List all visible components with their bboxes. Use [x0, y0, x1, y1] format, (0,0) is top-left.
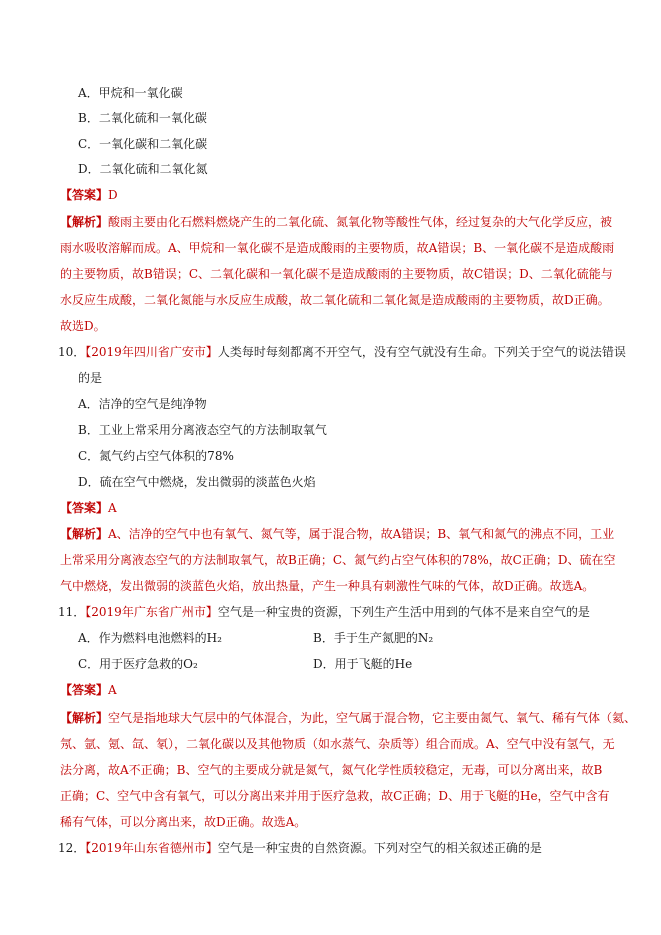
- question-text: 人类每时每刻都离不开空气，没有空气就没有生命。下列关于空气的说法错误: [217, 345, 626, 359]
- q9-option-c: C．一氧化碳和二氧化碳: [78, 137, 208, 151]
- q10-analysis-line: [0, 526, 661, 542]
- q11-analysis-line: 氖、氩、氪、氙、氡），二氧化碳以及其他物质（如水蒸气、杂质等）组合而成。A、空气中没有氢气，无: [60, 737, 615, 751]
- q11-analysis-line: [0, 710, 661, 726]
- question-number: 10．: [58, 345, 86, 359]
- q11-option-c: C．用于医疗急救的O₂: [78, 657, 198, 671]
- q9-analysis-line: 雨水吸收溶解而成。A、甲烷和一氧化碳不是造成酸雨的主要物质，故A错误；B、一氧化碳不是造成酸雨: [60, 241, 615, 255]
- question-text: 空气是一种宝贵的自然资源。下列对空气的相关叙述正确的是: [217, 841, 542, 855]
- q11-answer: [0, 682, 661, 698]
- answer-value: D: [108, 188, 118, 202]
- q11-analysis-line: 法分离，故A不正确；B、空气的主要成分就是氮气，氮气化学性质较稳定，无毒，可以分离出来，故B: [60, 763, 603, 777]
- analysis-text: A、洁净的空气中也有氧气、氮气等，属于混合物，故A错误；B、氧气和氮气的沸点不同，工业: [108, 527, 615, 541]
- q11-options-row-1: [0, 630, 661, 646]
- analysis-tag: 【解析】: [60, 215, 109, 229]
- question-text: 空气是一种宝贵的资源，下列生产生活中用到的气体不是来自空气的是: [217, 605, 590, 619]
- q9-option-d: D．二氧化硫和二氧化氮: [78, 162, 208, 176]
- q11-option-a: A．作为燃料电池燃料的H₂: [78, 631, 222, 645]
- q10-option-b: B．工业上常采用分离液态空气的方法制取氧气: [78, 423, 327, 437]
- analysis-tag: 【解析】: [60, 711, 109, 725]
- question-source: 【2019年山东省德州市】: [85, 841, 218, 855]
- q11-analysis-line: 稀有气体，可以分离出来，故D正确。故选A。: [60, 815, 307, 829]
- answer-value: A: [108, 501, 117, 515]
- analysis-text: 空气是指地球大气层中的气体混合，为此，空气属于混合物，它主要由氮气、氧气、稀有气体（氦、: [108, 711, 637, 725]
- answer-tag: 【答案】: [60, 501, 109, 515]
- q9-analysis-line: 故选D。: [60, 319, 106, 333]
- q9-analysis-line: [0, 214, 661, 230]
- q9-answer: [0, 187, 661, 203]
- q9-analysis-line: 的主要物质，故B错误；C、二氧化碳和一氧化碳不是造成酸雨的主要物质，故C错误；D、二氧化硫能与: [60, 267, 613, 281]
- answer-value: A: [108, 683, 117, 697]
- q10-answer: [0, 500, 661, 516]
- q11-analysis-line: 正确；C、空气中含有氧气，可以分离出来并用于医疗急救，故C正确；D、用于飞艇的He，空气中含有: [60, 789, 610, 803]
- q10-analysis-line: 上常采用分离液态空气的方法制取氧气，故B正确；C、氮气约占空气体积的78%，故C正确；D、硫在空: [60, 553, 616, 567]
- q10-analysis-line: 气中燃烧，发出微弱的淡蓝色火焰，放出热量，产生一种具有刺激性气味的气体，故D正确。故选A。: [60, 579, 595, 593]
- question-source: 【2019年四川省广安市】: [85, 345, 218, 359]
- q10-option-d: D．硫在空气中燃烧，发出微弱的淡蓝色火焰: [78, 475, 316, 489]
- answer-tag: 【答案】: [60, 188, 109, 202]
- question-number: 11．: [58, 605, 86, 619]
- q9-option-b: B．二氧化硫和一氧化碳: [78, 111, 207, 125]
- q10-option-a: A．洁净的空气是纯净物: [78, 397, 207, 411]
- q9-analysis-line: 水反应生成酸，二氧化氮能与水反应生成酸，故二氧化硫和二氧化氮是造成酸雨的主要物质，故D正确。: [60, 293, 610, 307]
- question-number: 12．: [58, 841, 86, 855]
- question-source: 【2019年广东省广州市】: [85, 605, 218, 619]
- analysis-text: 酸雨主要由化石燃料燃烧产生的二氧化硫、氮氧化物等酸性气体，经过复杂的大气化学反应，被: [108, 215, 613, 229]
- q11-options-row-2: [0, 656, 661, 672]
- answer-tag: 【答案】: [60, 683, 109, 697]
- q10-option-c: C．氮气约占空气体积的78%: [78, 449, 234, 463]
- analysis-tag: 【解析】: [60, 527, 109, 541]
- q11-option-d: D．用于飞艇的He: [313, 657, 413, 671]
- q11-option-b: B．手于生产氮肥的N₂: [313, 631, 434, 645]
- q12-stem: [0, 840, 661, 856]
- q11-stem: [0, 604, 661, 620]
- q10-stem-cont: 的是: [78, 371, 103, 385]
- q9-option-a: A．甲烷和一氧化碳: [78, 86, 183, 100]
- q10-stem: [0, 344, 661, 360]
